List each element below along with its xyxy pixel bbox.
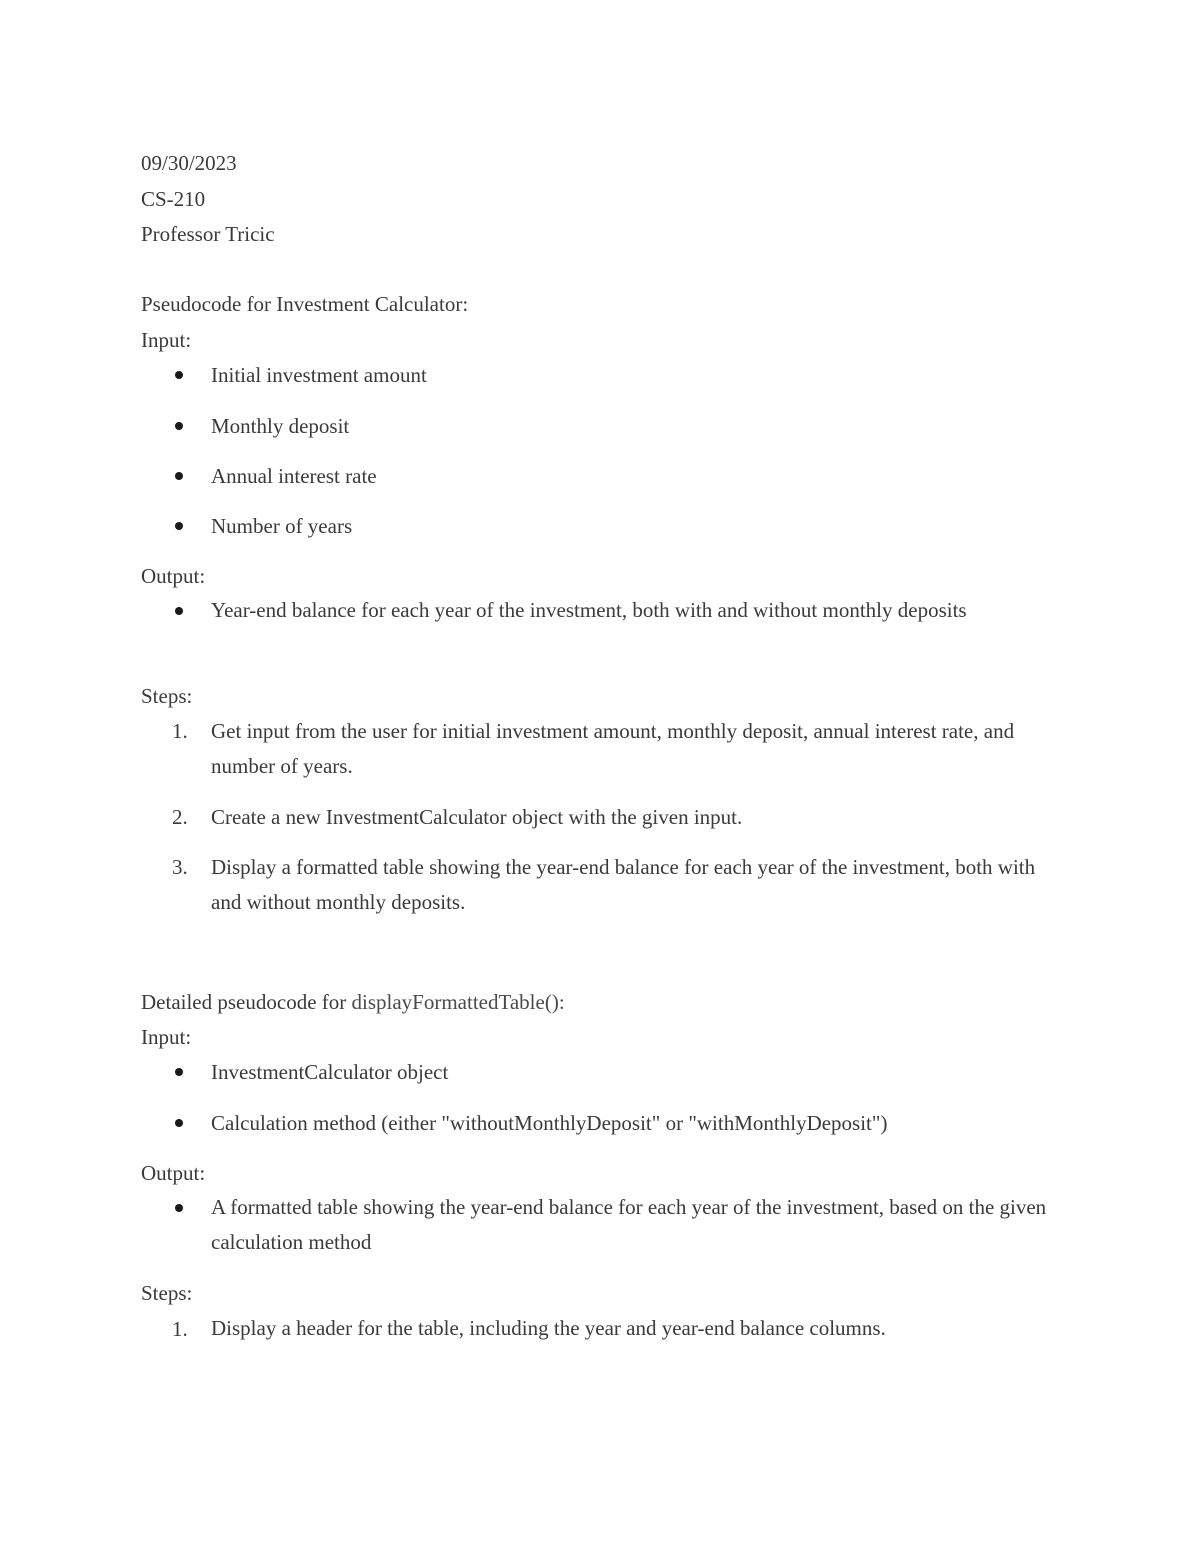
bullet-icon	[175, 1204, 183, 1212]
step-number: 1.	[172, 1317, 188, 1341]
section1-input-item: Annual interest rate	[211, 464, 377, 488]
section2-input-label: Input:	[141, 1025, 192, 1049]
section2-output-item: A formatted table showing the year-end balance for each year of the investment, based on the given calculation method	[211, 1195, 1047, 1254]
section1-step: Display a formatted table showing the year-end balance for each year of the investment, both with and without monthly deposits.	[211, 855, 1036, 914]
section1-input-item: Initial investment amount	[211, 363, 427, 387]
section2-input-item: InvestmentCalculator object	[211, 1060, 449, 1084]
section1-input-label: Input:	[141, 328, 192, 352]
section1-output-label: Output:	[141, 564, 206, 588]
section1-title: Pseudocode for Investment Calculator:	[141, 292, 469, 316]
section2-title-prefix: Detailed pseudocode for	[141, 990, 352, 1014]
section2-step: Display a header for the table, including the year and year-end balance columns.	[211, 1316, 886, 1340]
section2-input-item: Calculation method (either "withoutMonthlyDeposit" or "withMonthlyDeposit")	[211, 1111, 888, 1135]
section1-output-item: Year-end balance for each year of the investment, both with and without monthly deposits	[211, 598, 967, 622]
bullet-icon	[175, 371, 183, 379]
section1-step: Get input from the user for initial investment amount, monthly deposit, annual interest rate, and number of years.	[211, 719, 1015, 778]
professor-name: Professor Tricic	[141, 222, 275, 246]
section1-input-item: Monthly deposit	[211, 414, 350, 438]
bullet-icon	[175, 1068, 183, 1076]
step-number: 3.	[172, 855, 188, 879]
date: 09/30/2023	[141, 151, 237, 175]
section2-title	[141, 989, 565, 1015]
section1-input-item: Number of years	[211, 514, 353, 538]
section2-title-function: displayFormattedTable():	[351, 990, 565, 1014]
bullet-icon	[175, 607, 183, 615]
section2-output-label: Output:	[141, 1161, 206, 1185]
course-code: CS-210	[141, 187, 206, 211]
bullet-icon	[175, 522, 183, 530]
bullet-icon	[175, 472, 183, 480]
step-number: 1.	[172, 719, 188, 743]
section1-step: Create a new InvestmentCalculator object with the given input.	[211, 805, 743, 829]
bullet-icon	[175, 422, 183, 430]
bullet-icon	[175, 1119, 183, 1127]
section2-steps-label: Steps:	[141, 1281, 193, 1305]
section1-steps-label: Steps:	[141, 684, 193, 708]
step-number: 2.	[172, 805, 188, 829]
